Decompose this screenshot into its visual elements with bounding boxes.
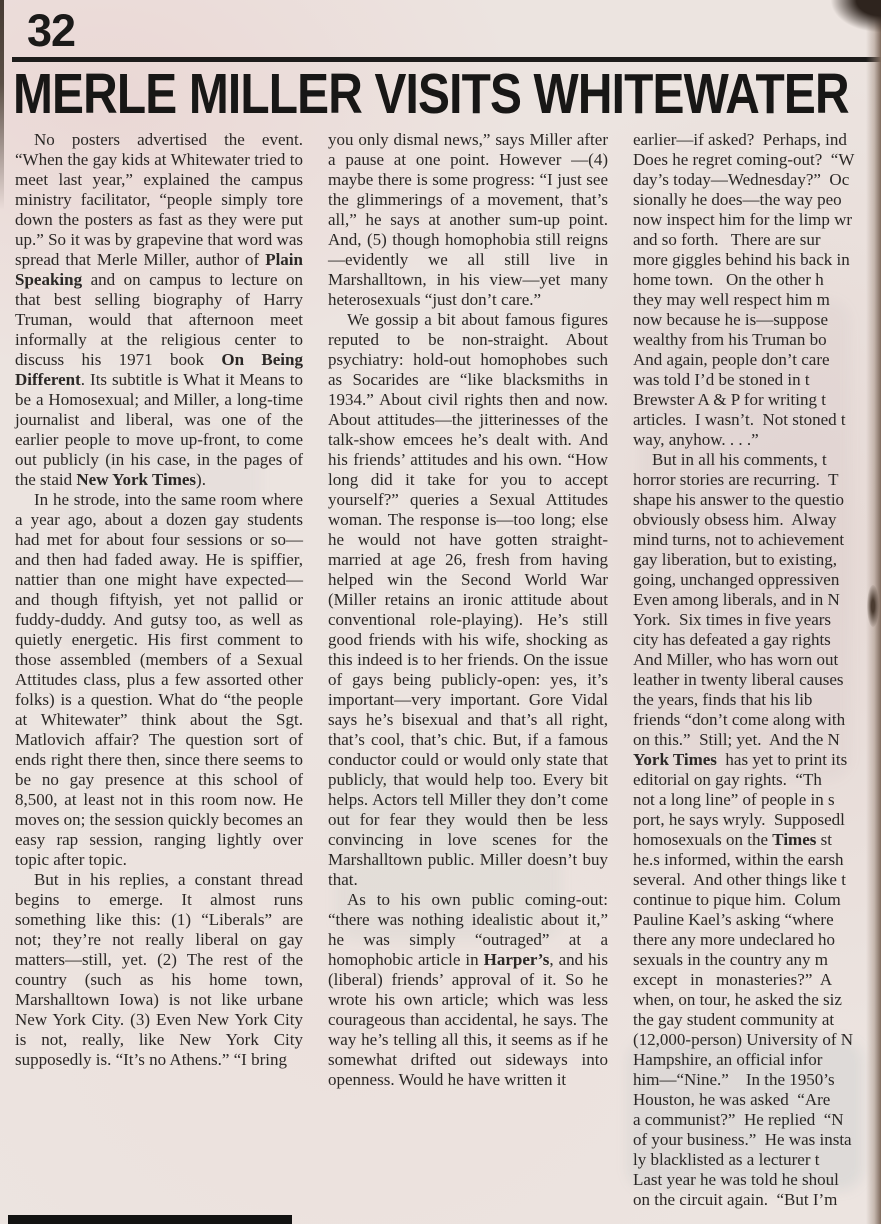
article-line: articles. I wasn’t. Not stoned t xyxy=(633,410,846,429)
article-column-3 xyxy=(633,130,881,1210)
article-line: except in monasteries?” A xyxy=(633,970,833,989)
article-column-2 xyxy=(328,130,608,1090)
article-line: the years, finds that his lib xyxy=(633,690,813,709)
article-line: ly blacklisted as a lecturer t xyxy=(633,1150,820,1169)
article-line: editorial on gay rights. “Th xyxy=(633,770,822,789)
article-line: But in all his comments, t xyxy=(652,450,827,469)
article-line: Brewster A & P for writing t xyxy=(633,390,826,409)
article-line: Last year he was told he shoul xyxy=(633,1170,839,1189)
article-line: (12,000-person) University of N xyxy=(633,1030,854,1049)
scan-blemish xyxy=(867,585,879,627)
article-line: they may well respect him m xyxy=(633,290,830,309)
article-line: was told I’d be stoned in t xyxy=(633,370,810,389)
article-line: going, unchanged oppressiven xyxy=(633,570,840,589)
article-line: continue to pique him. Colum xyxy=(633,890,841,909)
page-number: 32 xyxy=(27,5,76,56)
article-line: gay liberation, but to existing, xyxy=(633,550,837,569)
article-line: of your business.” He was insta xyxy=(633,1130,852,1149)
article-line: now because he is—suppose xyxy=(633,310,828,329)
article-line: York. Six times in five years xyxy=(633,610,832,629)
article-line: home town. On the other h xyxy=(633,270,824,289)
article-line: there any more undeclared ho xyxy=(633,930,836,949)
headline: MERLE MILLER VISITS WHITEWATER xyxy=(13,62,849,126)
article-line: Does he regret coming-out? “W xyxy=(633,150,855,169)
article-line: wealthy from his Truman bo xyxy=(633,330,827,349)
article-paragraph: But in his replies, a constant thread begins to emerge. It almost runs something like this: (1) “Liberals” are not; they’re not really liberal on gay matters—still, yet. (2) The rest of the country (such as his home town, Marshalltown Iowa) is not like urbane New York City. (3) Even New York City is not, really, like New York City supposedly is. “It’s no Athens.” “I bring xyxy=(15,870,303,1069)
article-line: the gay student community at xyxy=(633,1010,835,1029)
article-line: Hampshire, an official infor xyxy=(633,1050,823,1069)
page-edge-left xyxy=(0,0,4,210)
bottom-rule xyxy=(8,1215,292,1224)
article-line: sexuals in the country any m xyxy=(633,950,828,969)
article-line: homosexuals on the Times st xyxy=(633,830,832,849)
article-column-1 xyxy=(15,130,303,1070)
article-line: mind turns, not to achievement xyxy=(633,530,845,549)
article-line: several. And other things like t xyxy=(633,870,846,889)
article-line: way, anyhow. . . .” xyxy=(633,430,759,449)
article-paragraph: No posters advertised the event. “When the gay kids at Whitewater tried to meet last year,” explained the campus ministry facilitator, “people simply tore down the posters as fast as they were put up.” So it was by grapevine that word was spread that Merle Miller, author of Plain Speaking and on campus to lecture on that best selling biography of Harry Truman, would that afternoon meet informally at the religious center to discuss his 1971 book On Being Different. Its subtitle is What it Means to be a Homosexual; and Miller, a long-time journalist and liberal, was one of the earlier people to move up-front, to come out publicly (in his case, in the pages of the staid New York Times). xyxy=(15,130,303,489)
article-line: And Miller, who has worn out xyxy=(633,650,839,669)
article-line: city has defeated a gay rights xyxy=(633,630,831,649)
article-line: day’s today—Wednesday?” Oc xyxy=(633,170,850,189)
article-line: now inspect him for the limp wr xyxy=(633,210,853,229)
article-line: shape his answer to the questio xyxy=(633,490,845,509)
article-line: Even among liberals, and in N xyxy=(633,590,840,609)
article-line: port, he says wryly. Supposedl xyxy=(633,810,845,829)
article-line: not a long line” of people in s xyxy=(633,790,835,809)
article-line: he.s informed, within the earsh xyxy=(633,850,844,869)
article-line: him—“Nine.” In the 1950’s xyxy=(633,1070,835,1089)
article-paragraph: In he strode, into the same room where a year ago, about a dozen gay students had met for about four sessions or so—and then had faded away. He is spiffier, nattier than one might have expected—and though fiftyish, yet not pallid or fuddy-duddy. And gutsy too, as well as quietly energetic. His first comment to those assembled (members of a Sexual Attitudes class, plus a few assorted other folks) is a question. What do “the people at Whitewater” think about the Sgt. Matlovich affair? The question sort of ends right there then, since there seems to be no gay presence at this school of 8,500, at least not in this room now. He moves on; the session quickly becomes an easy rap session, ranging lightly over topic after topic. xyxy=(15,490,304,869)
article-line: sionally he does—the way peo xyxy=(633,190,842,209)
article-line: Pauline Kael’s asking “where xyxy=(633,910,834,929)
article-paragraph: We gossip a bit about famous figures reputed to be non-straight. About psychiatry: hold-out homophobes such as Socarides are “like blacksmiths in 1934.” About civil rights then and now. About attitudes—the jitterinesses of the talk-show emcees he’s dealt with. And his friends’ attitudes and his own. “How long did it take for you to accept yourself?” queries a Sexual Attitudes woman. The response is—too long; else he would not have gotten straight-married at age 26, fresh from having helped win the Second World War (Miller retains an ironic attitude about conventional role-playing). He’s still good friends with his wife, shocking as this indeed is to her friends. On the issue of gays being publicly-open: yes, it’s important—very important. Gore Vidal says he’s bisexual and that’s all right, that’s cool, that’s chic. But, if a famous conductor could or would only state that publicly, that would help too. Every bit helps. Actors tell Miller they don’t come out for fear they would then be less convincing in love scenes for the Marshalltown public. Miller doesn’t buy that. xyxy=(328,310,608,889)
article-paragraph: you only dismal news,” says Miller after a pause at one point. However —(4) maybe there is some progress: “I just see the glimmerings of a movement, that’s all,” he says at another sum-up point. And, (5) though homophobia still reigns—evidently we all still live in Marshalltown, in his view—yet many heterosexuals “just don’t care.” xyxy=(328,130,608,309)
article-line: And again, people don’t care xyxy=(633,350,830,369)
article-line: a communist?” He replied “N xyxy=(633,1110,844,1129)
article-line: earlier—if asked? Perhaps, ind xyxy=(633,130,847,149)
article-line: when, on tour, he asked the siz xyxy=(633,990,842,1009)
article-line: more giggles behind his back in xyxy=(633,250,850,269)
page-corner-shadow xyxy=(819,0,881,42)
article-line: on this.” Still; yet. And the N xyxy=(633,730,840,749)
article-line: York Times has yet to print its xyxy=(633,750,848,769)
article-line: Houston, he was asked “Are xyxy=(633,1090,831,1109)
article-paragraph: As to his own public coming-out: “there was nothing idealistic about it,” he was simply “outraged” at a homophobic article in Harper’s, and his (liberal) friends’ approval of it. So he wrote his own article; which was less courageous than accidental, he says. The way he’s telling all this, it seems as if he somewhat drifted out sideways into openness. Would he have written it xyxy=(328,890,608,1089)
article-line: horror stories are recurring. T xyxy=(633,470,839,489)
article-line: friends “don’t come along with xyxy=(633,710,846,729)
article-line: and so forth. There are sur xyxy=(633,230,821,249)
article-line: leather in twenty liberal causes xyxy=(633,670,844,689)
article-line: obviously obsess him. Alway xyxy=(633,510,837,529)
article-line: on the circuit again. “But I’m xyxy=(633,1190,838,1209)
